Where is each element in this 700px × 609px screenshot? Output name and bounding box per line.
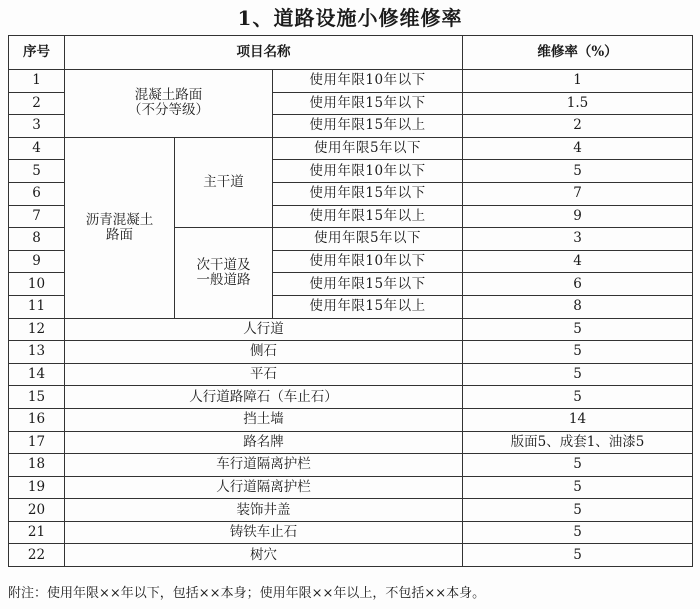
- row-no: 11: [9, 295, 65, 318]
- row-rate: 5: [463, 476, 693, 499]
- row-rate: 9: [463, 205, 693, 228]
- row-condition: 使用年限10年以下: [273, 160, 463, 183]
- table-row: [9, 499, 693, 522]
- page-title: 1、道路设施小修维修率: [237, 6, 463, 30]
- row-no: 22: [9, 544, 65, 567]
- footnote: 附注：使用年限××年以下，包括××本身；使用年限××年以上，不包括××本身。: [8, 586, 486, 601]
- row-rate: 5: [463, 544, 693, 567]
- row-rate: 5: [463, 160, 693, 183]
- row-item-name: 铸铁车止石: [65, 521, 463, 544]
- row-rate: 5: [463, 521, 693, 544]
- row-rate: 14: [463, 408, 693, 431]
- row-condition: 使用年限15年以下: [273, 92, 463, 115]
- maintenance-rate-table: [8, 35, 693, 567]
- row-no: 15: [9, 386, 65, 409]
- row-rate: 5: [463, 499, 693, 522]
- row-rate: 2: [463, 115, 693, 138]
- row-no: 12: [9, 318, 65, 341]
- group-secondary-road: 次干道及 一般道路: [175, 228, 273, 318]
- row-no: 20: [9, 499, 65, 522]
- table-row: [9, 521, 693, 544]
- row-no: 2: [9, 92, 65, 115]
- row-no: 18: [9, 454, 65, 477]
- row-condition: 使用年限15年以上: [273, 115, 463, 138]
- row-item-name: 人行道路障石（车止石）: [65, 386, 463, 409]
- row-item-name: 平石: [65, 363, 463, 386]
- table-row: [9, 408, 693, 431]
- row-item-name: 侧石: [65, 341, 463, 364]
- table-row: [9, 70, 693, 93]
- row-item-name: 人行道隔离护栏: [65, 476, 463, 499]
- row-rate: 5: [463, 386, 693, 409]
- row-item-name: 人行道: [65, 318, 463, 341]
- table-row: [9, 431, 693, 454]
- table-row: [9, 454, 693, 477]
- row-rate: 8: [463, 295, 693, 318]
- table-row: [9, 476, 693, 499]
- row-rate: 5: [463, 454, 693, 477]
- row-rate: 5: [463, 363, 693, 386]
- header-no: 序号: [9, 36, 65, 70]
- row-item-name: 车行道隔离护栏: [65, 454, 463, 477]
- row-no: 10: [9, 273, 65, 296]
- row-no: 6: [9, 182, 65, 205]
- row-item-name: 路名牌: [65, 431, 463, 454]
- row-no: 17: [9, 431, 65, 454]
- row-rate: 5: [463, 318, 693, 341]
- row-no: 14: [9, 363, 65, 386]
- row-condition: 使用年限5年以下: [273, 228, 463, 251]
- header-rate: 维修率（%）: [463, 36, 693, 70]
- row-condition: 使用年限15年以上: [273, 295, 463, 318]
- row-rate: 3: [463, 228, 693, 251]
- table-row: [9, 363, 693, 386]
- table-row: [9, 544, 693, 567]
- table-row: [9, 137, 693, 160]
- row-rate: 7: [463, 182, 693, 205]
- row-condition: 使用年限15年以上: [273, 205, 463, 228]
- row-condition: 使用年限10年以下: [273, 70, 463, 93]
- row-rate: 1: [463, 70, 693, 93]
- row-no: 21: [9, 521, 65, 544]
- row-no: 19: [9, 476, 65, 499]
- table-row: [9, 341, 693, 364]
- table-row: [9, 318, 693, 341]
- row-rate: 6: [463, 273, 693, 296]
- header-item: 项目名称: [65, 36, 463, 70]
- row-no: 5: [9, 160, 65, 183]
- row-no: 1: [9, 70, 65, 93]
- row-no: 13: [9, 341, 65, 364]
- row-no: 7: [9, 205, 65, 228]
- row-item-name: 装饰井盖: [65, 499, 463, 522]
- row-no: 3: [9, 115, 65, 138]
- row-rate: 4: [463, 137, 693, 160]
- row-condition: 使用年限15年以下: [273, 182, 463, 205]
- row-condition: 使用年限5年以下: [273, 137, 463, 160]
- row-item-name: 树穴: [65, 544, 463, 567]
- group-main-road: 主干道: [175, 137, 273, 227]
- row-item-name: 挡土墙: [65, 408, 463, 431]
- row-rate: 版面5、成套1、油漆5: [463, 431, 693, 454]
- row-no: 16: [9, 408, 65, 431]
- row-condition: 使用年限10年以下: [273, 250, 463, 273]
- row-no: 8: [9, 228, 65, 251]
- row-rate: 5: [463, 341, 693, 364]
- row-rate: 1.5: [463, 92, 693, 115]
- row-no: 4: [9, 137, 65, 160]
- row-rate: 4: [463, 250, 693, 273]
- table-header-row: [9, 36, 693, 70]
- group-concrete: 混凝土路面 （不分等级）: [65, 70, 273, 138]
- group-asphalt: 沥青混凝土 路面: [65, 137, 175, 318]
- row-no: 9: [9, 250, 65, 273]
- row-condition: 使用年限15年以下: [273, 273, 463, 296]
- table-row: [9, 386, 693, 409]
